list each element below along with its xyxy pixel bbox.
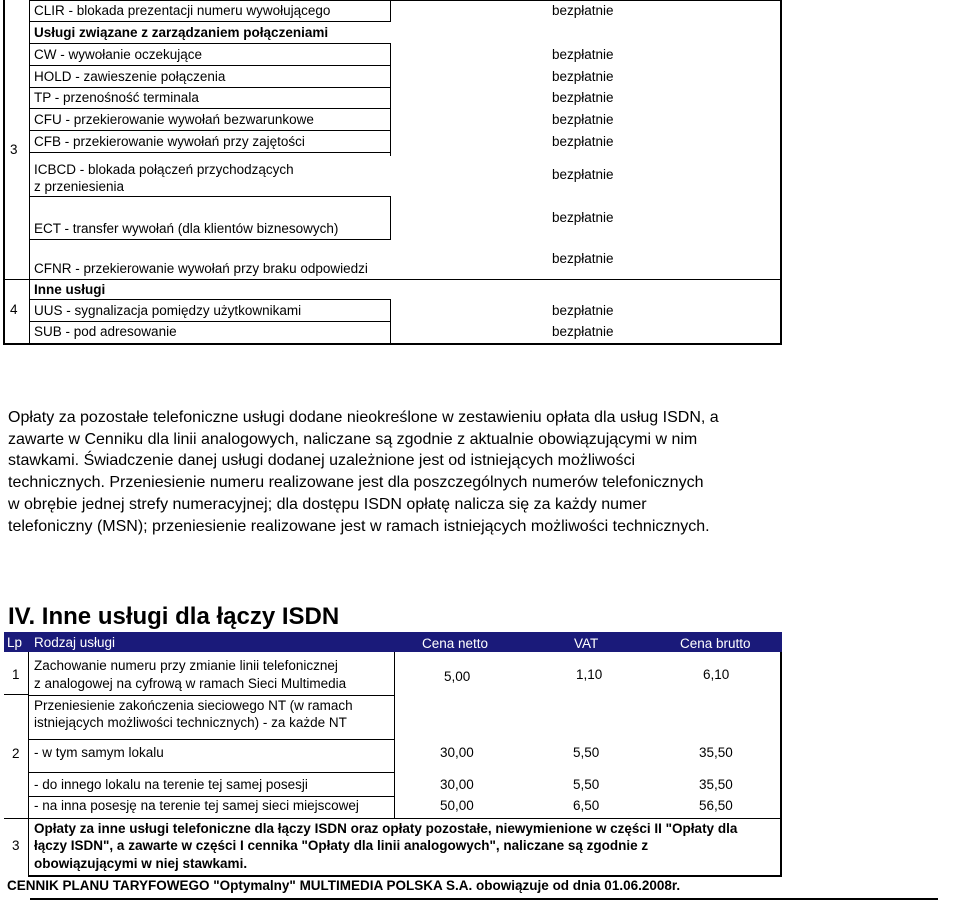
service-price: bezpłatnie — [552, 210, 614, 225]
service-price: bezpłatnie — [552, 3, 614, 18]
pricing-note-paragraph — [8, 407, 719, 537]
footer-note: CENNIK PLANU TARYFOWEGO "Optymalny" MULTIMEDIA POLSKA S.A. obowiązuje od dnia 01.06.2008r. — [7, 878, 681, 893]
service-description: Opłaty za inne usługi telefoniczne dla łączy ISDN oraz opłaty pozostałe, niewymienione w części II "Opłaty dla — [34, 821, 738, 836]
paragraph-line: zawarte w Cenniku dla linii analogowych, naliczane są zgodnie z aktualnie obowiązującymi w nim — [8, 430, 698, 448]
service-description: Przeniesienie zakończenia sieciowego NT (w ramach — [34, 698, 353, 713]
service-description: z analogowej na cyfrową w ramach Sieci Multimedia — [34, 676, 347, 691]
row-number: 2 — [12, 746, 20, 761]
net-price: 30,00 — [440, 745, 474, 760]
service-name: CFNR - przekierowanie wywołań przy braku odpowiedzi — [34, 261, 368, 276]
gross-price: 35,50 — [699, 777, 733, 792]
service-price: bezpłatnie — [552, 251, 614, 266]
net-price: 30,00 — [440, 777, 474, 792]
gross-price: 35,50 — [699, 745, 733, 760]
paragraph-line: stawkami. Świadczenie danej usługi dodanej uzależnione jest od istniejących możliwości — [8, 452, 635, 470]
service-variant: - na inna posesję na terenie tej samej sieci miejscowej — [34, 798, 359, 813]
service-variant: - do innego lokalu na terenie tej samej posesji — [34, 777, 308, 792]
vat-amount: 6,50 — [573, 798, 600, 813]
service-name: TP - przenośność terminala — [34, 90, 199, 105]
section-title: IV. Inne usługi dla łączy ISDN — [8, 603, 340, 630]
service-name: CFU - przekierowanie wywołań bezwarunkowe — [34, 112, 314, 127]
service-name: CLIR - blokada prezentacji numeru wywołującego — [34, 3, 331, 18]
service-description: Zachowanie numeru przy zmianie linii telefonicznej — [34, 658, 338, 673]
section-4-number: 4 — [10, 302, 18, 317]
row-number: 1 — [12, 667, 20, 682]
service-price: bezpłatnie — [552, 69, 614, 84]
gross-price: 56,50 — [699, 798, 733, 813]
net-price: 5,00 — [444, 669, 471, 684]
service-price: bezpłatnie — [552, 167, 614, 182]
net-price: 50,00 — [440, 798, 474, 813]
gross-price: 6,10 — [703, 667, 730, 682]
column-header-lp: Lp — [7, 635, 23, 650]
column-header-service: Rodzaj usługi — [34, 635, 116, 650]
column-header-vat: VAT — [574, 636, 599, 651]
service-description: obowiązującymi w niej stawkami. — [34, 856, 248, 871]
vat-amount: 5,50 — [573, 745, 600, 760]
table-header-row — [4, 632, 782, 652]
service-name: UUS - sygnalizacja pomiędzy użytkownikami — [34, 303, 302, 318]
service-description: łączy ISDN", a zawarte w części I cennika "Opłaty dla linii analogowych", naliczane są zgodnie z — [34, 838, 649, 853]
service-name: SUB - pod adresowanie — [34, 324, 177, 339]
service-name: CW - wywołanie oczekujące — [34, 47, 203, 62]
column-header-net-price: Cena netto — [422, 636, 489, 651]
service-name: CFB - przekierowanie wywołań przy zajętości — [34, 134, 305, 149]
service-name: ECT - transfer wywołań (dla klientów biznesowych) — [34, 221, 339, 236]
paragraph-line: technicznych. Przeniesienie numeru realizowane jest dla poszczególnych numerów telefonicznych — [8, 474, 704, 492]
service-price: bezpłatnie — [552, 90, 614, 105]
column-header-gross-price: Cena brutto — [680, 636, 751, 651]
section-3-number: 3 — [10, 142, 18, 157]
service-name: z przeniesienia — [34, 179, 125, 194]
row-number: 3 — [12, 838, 20, 853]
service-price: bezpłatnie — [552, 47, 614, 62]
vat-amount: 1,10 — [576, 667, 603, 682]
service-price: bezpłatnie — [552, 134, 614, 149]
service-price: bezpłatnie — [552, 303, 614, 318]
service-group-heading: Usługi związane z zarządzaniem połączeniami — [34, 25, 329, 40]
paragraph-line: telefoniczny (MSN); przeniesienie realizowane jest w ramach istniejących możliwości technicznych. — [8, 517, 710, 535]
service-group-heading: Inne usługi — [34, 282, 106, 297]
service-description: istniejących możliwości technicznych) - za każde NT — [34, 715, 347, 730]
service-name: ICBCD - blokada połączeń przychodzących — [34, 162, 294, 177]
service-name: HOLD - zawieszenie połączenia — [34, 69, 226, 84]
paragraph-line: w obrębie jednej strefy numeracyjnej; dla dostępu ISDN opłatę nalicza się za każdy numer — [8, 495, 647, 513]
vat-amount: 5,50 — [573, 777, 600, 792]
service-price: bezpłatnie — [552, 112, 614, 127]
paragraph-line: Opłaty za pozostałe telefoniczne usługi dodane nieokreślone w zestawieniu opłata dla usług ISDN, a — [8, 409, 719, 426]
service-variant: - w tym samym lokalu — [34, 745, 164, 760]
service-price: bezpłatnie — [552, 324, 614, 339]
